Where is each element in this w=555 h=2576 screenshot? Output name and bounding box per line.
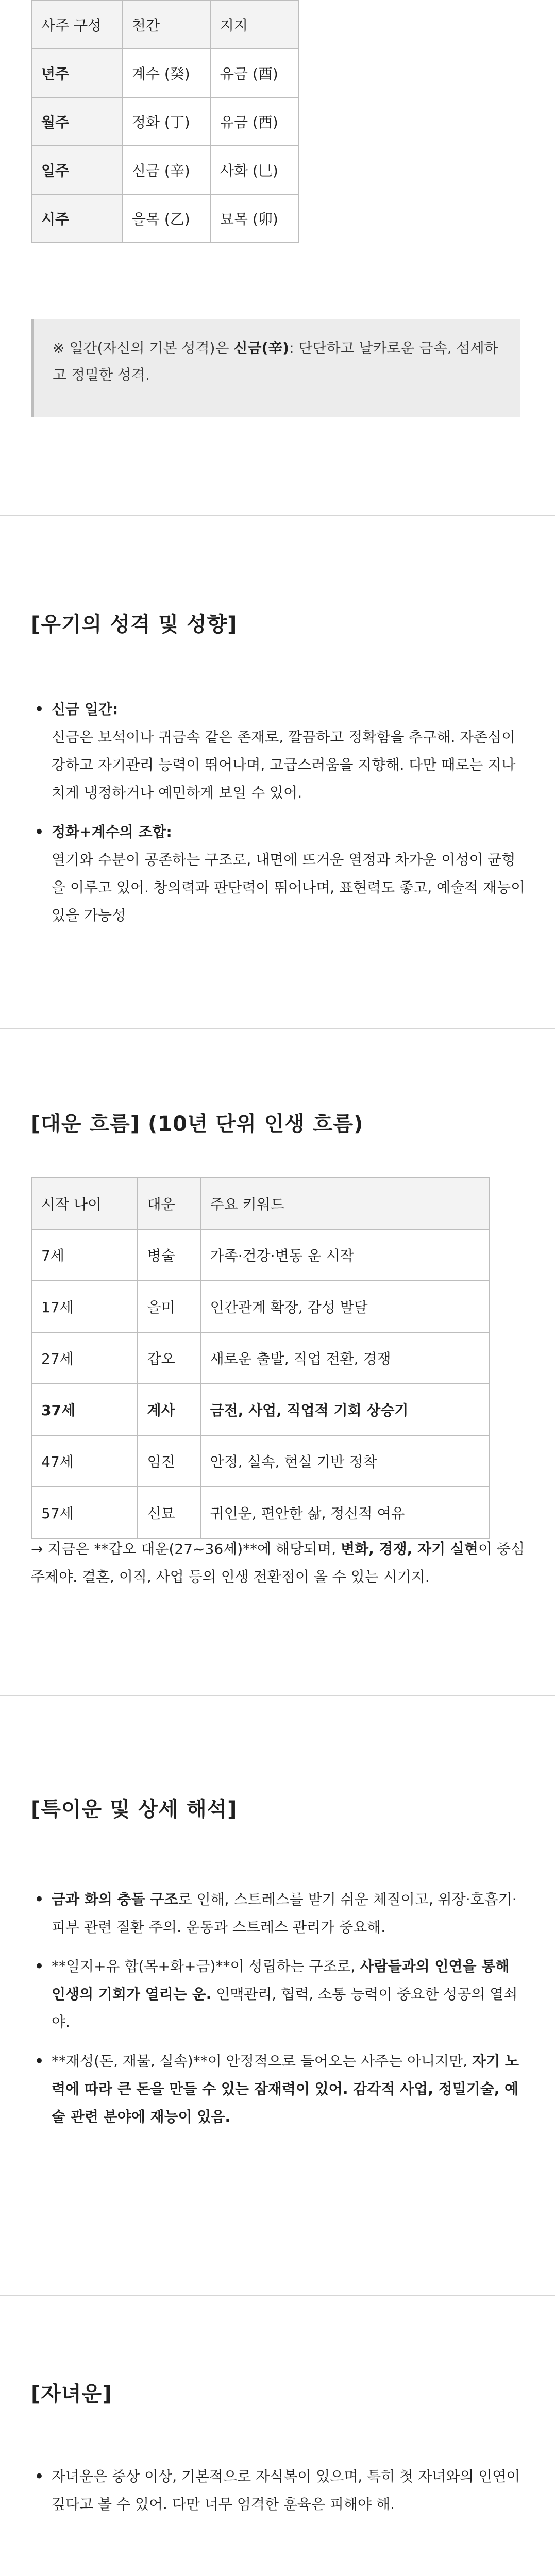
list-item: • 자녀운은 중상 이상, 기본적으로 자식복이 있으며, 특히 첫 자녀와의 인연이 깊다고 볼 수 있어. 다만 너무 엄격한 훈육은 피해야 해.: [31, 2463, 526, 2518]
section-title-children: [자녀운]: [31, 2382, 112, 2406]
footnote-part: 이 중심 주제야. 결혼, 이직, 사업 등의 인생 전환점이 올 수 있는 시기지.: [31, 1540, 525, 1585]
personality-list: [31, 696, 526, 941]
detail-list: [31, 1886, 526, 2142]
table-header-row: [31, 1178, 489, 1229]
age-cell: 57세: [31, 1487, 138, 1538]
four-pillars-table: [31, 0, 299, 243]
footnote-bold: 변화, 경쟁, 자기 실현: [341, 1540, 478, 1557]
item-bold: 사람들과의 인연을 통해 인생의 기회가 열리는 운.: [52, 1958, 510, 2003]
keyword-cell: 귀인운, 편안한 삶, 정신적 여유: [200, 1487, 489, 1538]
age-cell: 27세: [31, 1332, 138, 1384]
luck-cell: 임진: [138, 1435, 200, 1487]
table-row: [31, 194, 298, 243]
luck-flow-table: [31, 1177, 490, 1539]
item-bold: 금과 화의 충돌 구조: [52, 1891, 178, 1908]
header-stem: 천간: [122, 1, 210, 49]
section-title-personality: [우기의 성격 및 성향]: [31, 613, 238, 636]
keyword-cell: 안정, 실속, 현실 기반 정착: [200, 1435, 489, 1487]
section-divider: [0, 1028, 555, 1029]
note-highlight: 신금(辛): [233, 340, 290, 357]
header-keyword: 주요 키워드: [200, 1178, 489, 1229]
footnote-part: → 지금은 **갑오 대운(27~36세)**에 해당되며,: [31, 1540, 341, 1557]
header-luck: 대운: [138, 1178, 200, 1229]
keyword-cell: 인간관계 확장, 감성 발달: [200, 1281, 489, 1332]
luck-cell: 계사: [138, 1384, 200, 1435]
luck-cell: 갑오: [138, 1332, 200, 1384]
item-text: 로 인해, 스트레스를 받기 쉬운 체질이고, 위장·호흡기·피부 관련 질환 주의. 운동과 스트레스 관리가 중요해.: [52, 1891, 517, 1936]
row-label: 월주: [31, 97, 122, 146]
keyword-cell: 가족·건강·변동 운 시작: [200, 1229, 489, 1281]
branch-cell: 유금 (酉): [210, 49, 298, 97]
note-prefix: ※ 일간(자신의 기본 성격)은: [53, 340, 234, 357]
age-cell: 37세: [31, 1384, 138, 1435]
list-item: [31, 2047, 526, 2131]
header-branch: 지지: [210, 1, 298, 49]
item-bold: 자기 노력에 따라 큰 돈을 만들 수 있는 잠재력이 있어. 감각적 사업, 정밀기술, 예술 관련 분야에 재능이 있음.: [52, 2053, 519, 2125]
section-title-flow: [대운 흐름] (10년 단위 인생 흐름): [31, 1112, 364, 1136]
section-divider: [0, 515, 555, 516]
list-item: [31, 696, 526, 807]
children-list: [31, 2463, 526, 2530]
section-divider: [0, 2295, 555, 2296]
section-divider: [0, 1695, 555, 1696]
list-item: [31, 818, 526, 929]
age-cell: 47세: [31, 1435, 138, 1487]
day-master-note: [31, 319, 520, 417]
header-composition: 사주 구성: [31, 1, 122, 49]
item-text: **재성(돈, 재물, 실속)**이 안정적으로 들어오는 사주는 아니지만,: [52, 2053, 473, 2070]
item-label: 정화+계수의 조합:: [52, 823, 172, 840]
luck-cell: 신묘: [138, 1487, 200, 1538]
stem-cell: 정화 (丁): [122, 97, 210, 146]
list-item: [31, 1886, 526, 1941]
flow-footnote: [31, 1535, 526, 1591]
item-text: 열기와 수분이 공존하는 구조로, 내면에 뜨거운 열정과 차가운 이성이 균형을 이루고 있어. 창의력과 판단력이 뛰어나며, 표현력도 좋고, 예술적 재능이 있을 가능성: [52, 851, 525, 924]
header-age: 시작 나이: [31, 1178, 138, 1229]
branch-cell: 유금 (酉): [210, 97, 298, 146]
stem-cell: 계수 (癸): [122, 49, 210, 97]
list-item: [31, 1953, 526, 2036]
item-text: **일지+유 합(목+화+금)**이 성립하는 구조로,: [52, 1958, 360, 1975]
table-row: [31, 1435, 489, 1487]
table-row: [31, 1281, 489, 1332]
table-row: [31, 1229, 489, 1281]
item-text: 인맥관리, 협력, 소통 능력이 중요한 성공의 열쇠야.: [52, 1986, 518, 2030]
table-row: [31, 1487, 489, 1538]
item-text: 신금은 보석이나 귀금속 같은 존재로, 깔끔하고 정확함을 추구해. 자존심이 강하고 자기관리 능력이 뛰어나며, 고급스러움을 지향해. 다만 때로는 지나치게 냉정하거나 예민하게 보일 수 있어.: [52, 728, 516, 801]
table-header-row: [31, 1, 298, 49]
row-label: 년주: [31, 49, 122, 97]
table-row: [31, 97, 298, 146]
table-row: [31, 1332, 489, 1384]
luck-cell: 을미: [138, 1281, 200, 1332]
item-label: 신금 일간:: [52, 701, 119, 718]
note-suffix: : 단단하고 날카로운 금속, 섬세하고 정밀한 성격.: [53, 340, 498, 383]
row-label: 일주: [31, 146, 122, 194]
table-row: [31, 146, 298, 194]
row-label: 시주: [31, 194, 122, 243]
section-title-detail: [특이운 및 상세 해석]: [31, 1798, 238, 1821]
branch-cell: 묘목 (卯): [210, 194, 298, 243]
table-row: [31, 49, 298, 97]
stem-cell: 신금 (辛): [122, 146, 210, 194]
keyword-cell: 새로운 출발, 직업 전환, 경쟁: [200, 1332, 489, 1384]
stem-cell: 을목 (乙): [122, 194, 210, 243]
age-cell: 17세: [31, 1281, 138, 1332]
branch-cell: 사화 (巳): [210, 146, 298, 194]
age-cell: 7세: [31, 1229, 138, 1281]
table-row-highlighted: [31, 1384, 489, 1435]
keyword-cell: 금전, 사업, 직업적 기회 상승기: [200, 1384, 489, 1435]
luck-cell: 병술: [138, 1229, 200, 1281]
